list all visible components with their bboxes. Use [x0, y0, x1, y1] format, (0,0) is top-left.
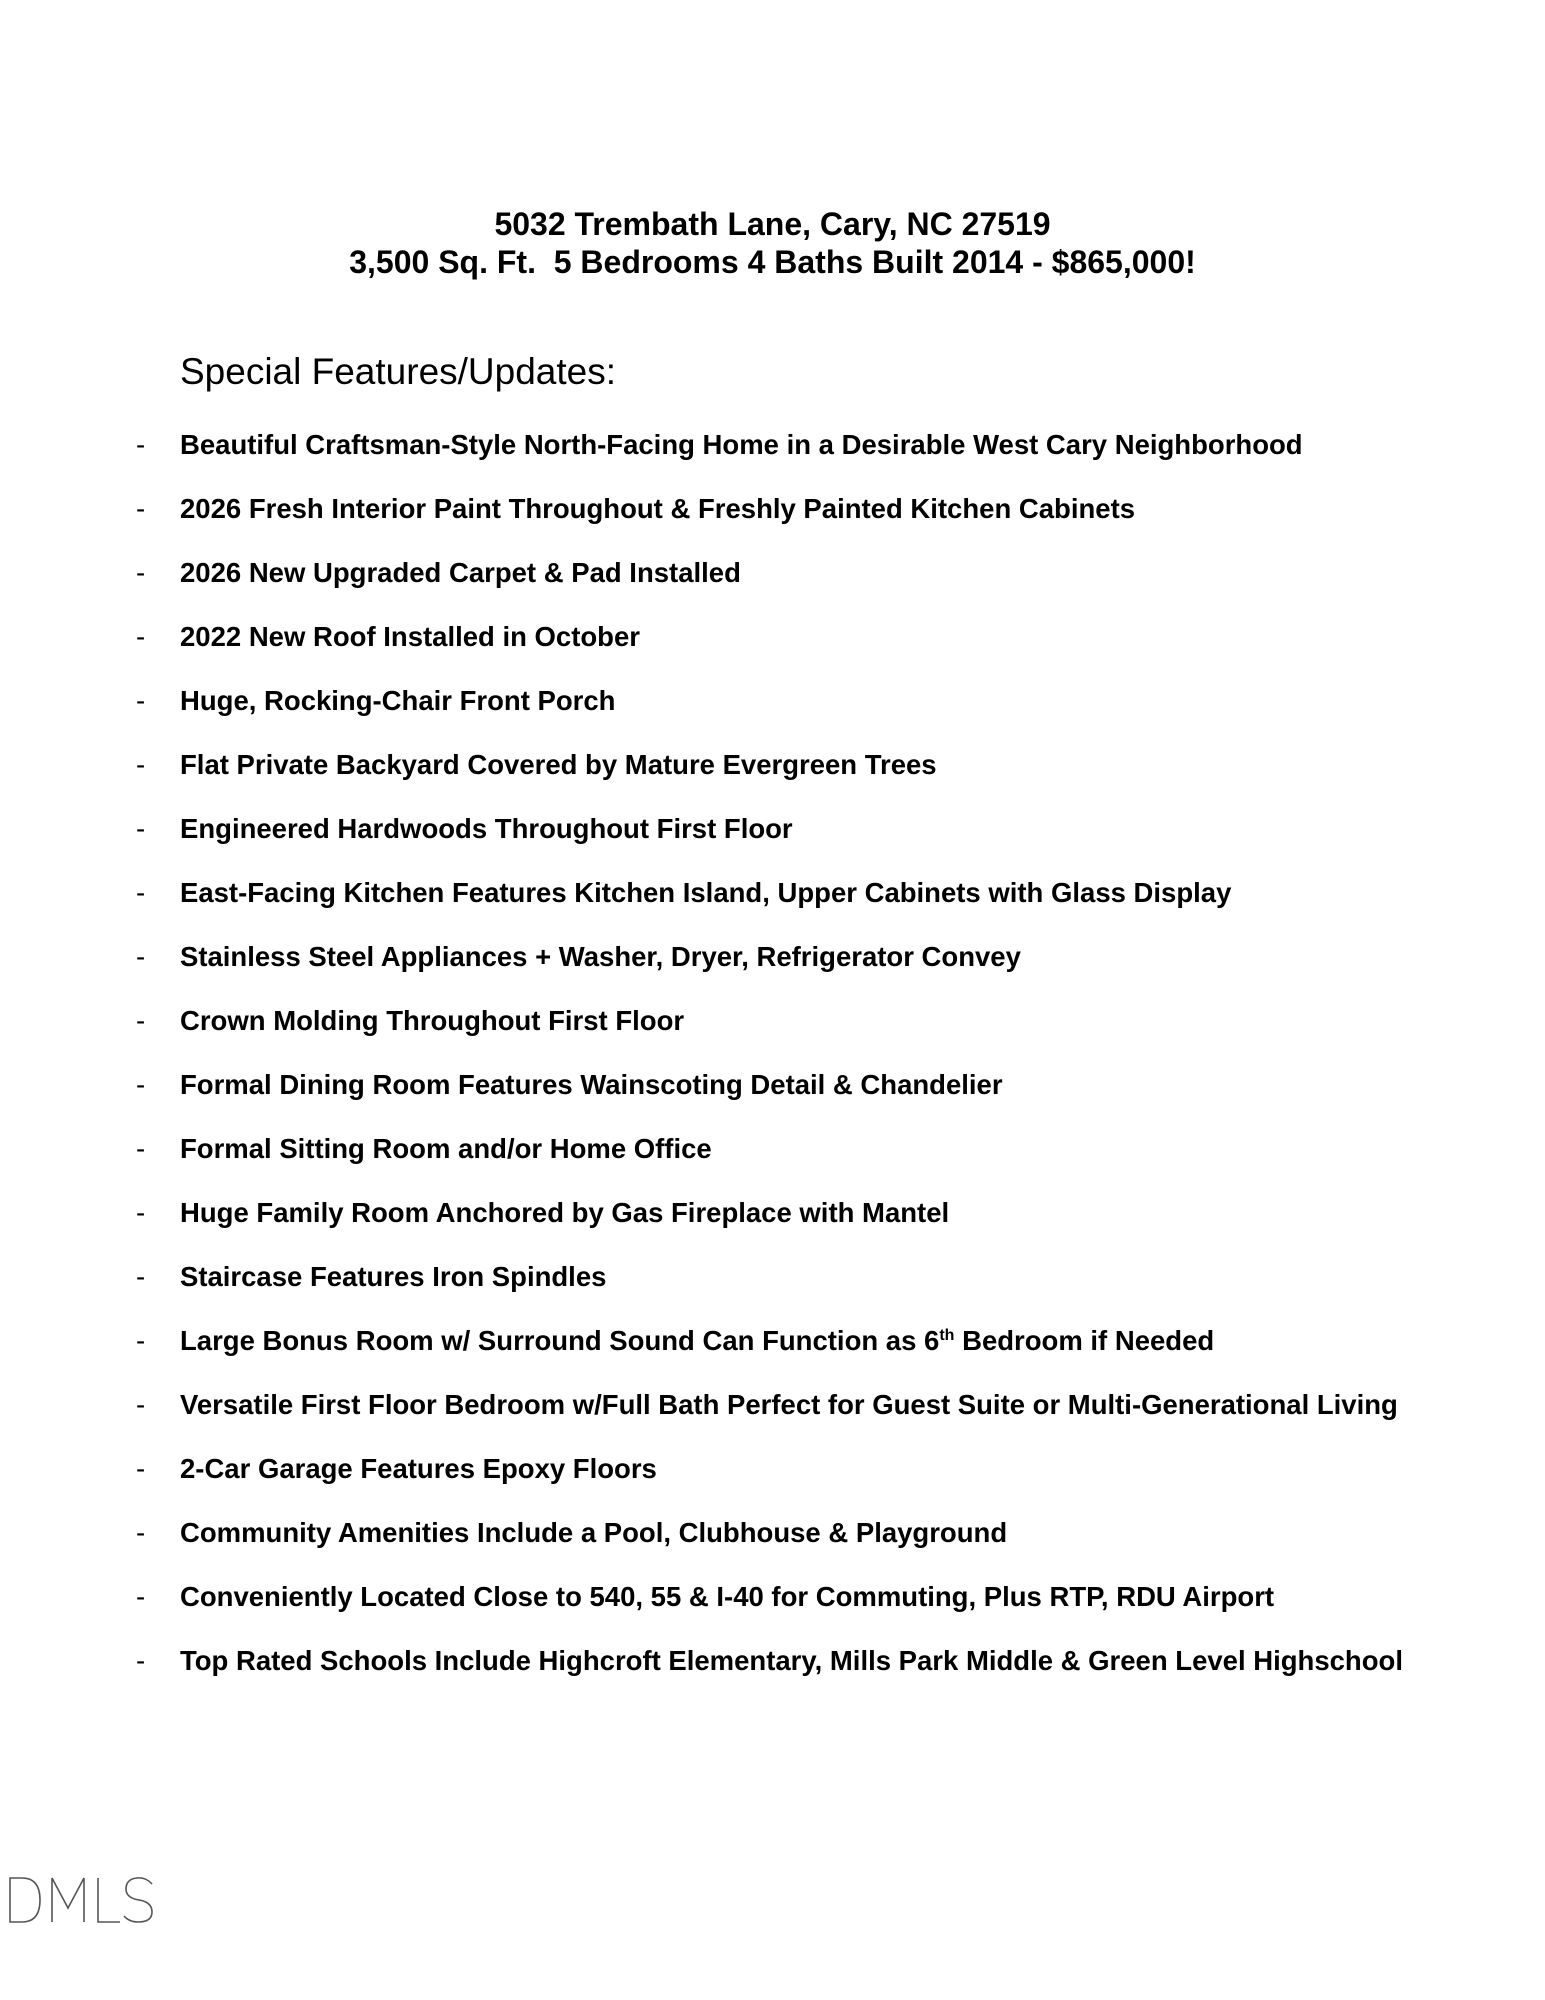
- feature-dash: -: [136, 1133, 146, 1164]
- feature-text: [180, 1193, 949, 1233]
- feature-item: [0, 1641, 1545, 1705]
- feature-text: [180, 489, 1135, 529]
- feature-dash: -: [136, 941, 146, 972]
- feature-item: [0, 937, 1545, 1001]
- feature-text: [180, 1001, 684, 1041]
- feature-text-main: Staircase Features Iron Spindles: [180, 1261, 607, 1292]
- feature-text-main: Crown Molding Throughout First Floor: [180, 1005, 685, 1036]
- feature-text-main: Community Amenities Include a Pool, Clubhouse & Playground: [180, 1517, 1008, 1548]
- feature-text: [180, 1385, 1398, 1425]
- property-summary: 3,500 Sq. Ft. 5 Bedrooms 4 Baths Built 2014 - $865,000!: [349, 244, 1196, 280]
- feature-text-main: Flat Private Backyard Covered by Mature Evergreen Trees: [180, 749, 937, 780]
- feature-item: [0, 745, 1545, 809]
- feature-text-main: Huge, Rocking-Chair Front Porch: [180, 685, 616, 716]
- feature-text-main: Beautiful Craftsman-Style North-Facing Home in a Desirable West Cary Neighborhood: [180, 429, 1303, 460]
- feature-text-main: East-Facing Kitchen Features Kitchen Island, Upper Cabinets with Glass Display: [180, 877, 1232, 908]
- section-title: Special Features/Updates:: [180, 351, 617, 392]
- feature-text-main: 2026 New Upgraded Carpet & Pad Installed: [180, 557, 741, 588]
- feature-dash: -: [136, 685, 146, 716]
- feature-text-main: Formal Sitting Room and/or Home Office: [180, 1133, 712, 1164]
- feature-dash: -: [136, 813, 146, 844]
- feature-dash: -: [136, 1069, 146, 1100]
- feature-text: [180, 873, 1231, 913]
- feature-item: [0, 489, 1545, 553]
- feature-dash: -: [136, 1389, 146, 1420]
- feature-dash: -: [136, 1261, 146, 1292]
- feature-item: [0, 1257, 1545, 1321]
- feature-text: [180, 1449, 657, 1489]
- feature-text: [180, 937, 1021, 977]
- feature-item: [0, 1449, 1545, 1513]
- feature-superscript: th: [939, 1326, 955, 1344]
- feature-text: [180, 1129, 712, 1169]
- feature-text-main: Stainless Steel Appliances + Washer, Dryer, Refrigerator Convey: [180, 941, 1021, 972]
- property-address: 5032 Trembath Lane, Cary, NC 27519: [494, 206, 1051, 242]
- feature-text: [180, 553, 741, 593]
- feature-text-main: 2-Car Garage Features Epoxy Floors: [180, 1453, 657, 1484]
- feature-text-main: Versatile First Floor Bedroom w/Full Bath Perfect for Guest Suite or Multi-Generational Living: [180, 1389, 1398, 1420]
- feature-text-main: Formal Dining Room Features Wainscoting Detail & Chandelier: [180, 1069, 1003, 1100]
- listing-header: [0, 205, 1545, 281]
- feature-dash: -: [136, 429, 146, 460]
- feature-text-main: Top Rated Schools Include Highcroft Elementary, Mills Park Middle & Green Level Highschool: [180, 1645, 1403, 1676]
- feature-text: [180, 809, 793, 849]
- dmls-logo: [6, 1872, 156, 1928]
- feature-item: [0, 809, 1545, 873]
- feature-text-main: Large Bonus Room w/ Surround Sound Can Function as 6: [180, 1325, 940, 1356]
- feature-text: [180, 617, 640, 657]
- feature-item: [0, 553, 1545, 617]
- feature-text-main: Conveniently Located Close to 540, 55 & I-40 for Commuting, Plus RTP, RDU Airport: [180, 1581, 1275, 1612]
- feature-dash: -: [136, 1645, 146, 1676]
- feature-dash: -: [136, 1453, 146, 1484]
- feature-item: [0, 617, 1545, 681]
- feature-text-main: 2026 Fresh Interior Paint Throughout & Freshly Painted Kitchen Cabinets: [180, 493, 1136, 524]
- feature-item: [0, 425, 1545, 489]
- feature-text: [180, 1513, 1007, 1553]
- feature-item: [0, 1065, 1545, 1129]
- feature-dash: -: [136, 1325, 146, 1356]
- feature-text: [180, 425, 1303, 465]
- feature-item: [0, 1001, 1545, 1065]
- feature-item: [0, 1513, 1545, 1577]
- features-list: [0, 425, 1545, 1705]
- feature-text: [180, 1577, 1274, 1617]
- feature-item: [0, 1577, 1545, 1641]
- feature-item: [0, 1385, 1545, 1449]
- feature-dash: -: [136, 493, 146, 524]
- feature-item: [0, 1321, 1545, 1385]
- feature-dash: -: [136, 1197, 146, 1228]
- feature-dash: -: [136, 621, 146, 652]
- feature-dash: -: [136, 1581, 146, 1612]
- feature-text: [180, 1321, 1214, 1361]
- feature-dash: -: [136, 749, 146, 780]
- feature-dash: -: [136, 1517, 146, 1548]
- feature-text-after: Bedroom if Needed: [954, 1325, 1215, 1356]
- feature-item: [0, 873, 1545, 937]
- feature-text-main: Engineered Hardwoods Throughout First Floor: [180, 813, 793, 844]
- feature-dash: -: [136, 877, 146, 908]
- feature-text: [180, 681, 615, 721]
- feature-text: [180, 1065, 1003, 1105]
- feature-dash: -: [136, 557, 146, 588]
- feature-item: [0, 1129, 1545, 1193]
- feature-text-main: 2022 New Roof Installed in October: [180, 621, 640, 652]
- feature-item: [0, 1193, 1545, 1257]
- feature-text: [180, 1257, 606, 1297]
- feature-item: [0, 681, 1545, 745]
- feature-text-main: Huge Family Room Anchored by Gas Fireplace with Mantel: [180, 1197, 950, 1228]
- feature-text: [180, 1641, 1403, 1681]
- feature-text: [180, 745, 937, 785]
- feature-dash: -: [136, 1005, 146, 1036]
